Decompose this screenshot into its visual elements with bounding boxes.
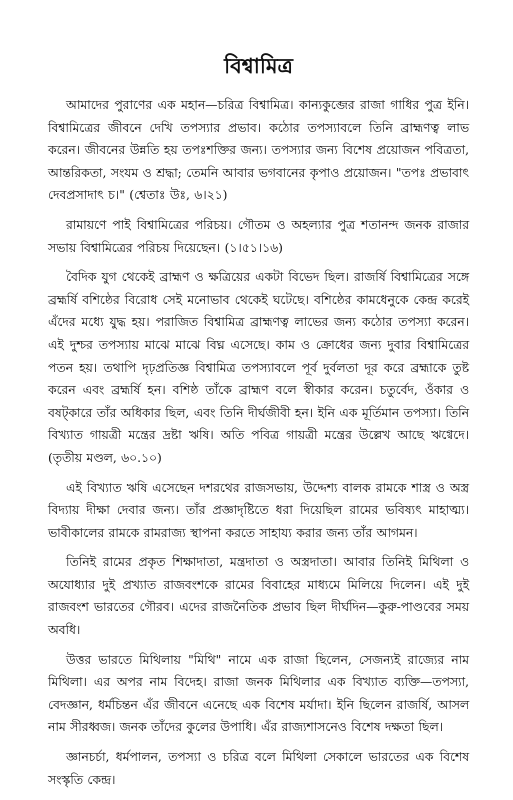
paragraph-5: তিনিই রামের প্রকৃত শিক্ষাদাতা, মন্ত্রদাতা ও অস্ত্রদাতা। আবার তিনিই মিথিলা ও অযোধ্যার দুই প্রখ্যাত রাজবংশকে রামের বিবাহের মাধ্যমে মিলিয়ে দিলেন। এই দুই রাজবংশ ভারতের গৌরব। এদের রাজনৈতিক প্রভাব ছিল দীর্ঘদিন—কুরু-পাণ্ডবের সময় অবধি। <box>48 555 469 638</box>
paragraph-3: বৈদিক যুগ থেকেই ব্রাহ্মণ ও ক্ষত্রিয়ের একটা বিভেদ ছিল। রাজর্ষি বিশ্বামিত্রের সঙ্গে ব্রহ্মর্ষি বশিষ্ঠের বিরোধ সেই মনোভাব থেকেই ঘটেছে। বশিষ্ঠের কামধেনুকে কেন্দ্র করেই এঁদের মধ্যে যুদ্ধ হয়। পরাজিত বিশ্বামিত্র ব্রাহ্মণত্ব লাভের জন্য কঠোর তপস্যা করেন। এই দুশ্চর তপস্যায় মাঝে মাঝে বিঘ্ন এসেছে। কাম ও ক্রোধের জন্য দুবার বিশ্বামিত্রের পতন হয়। তথাপি দৃঢ়প্রতিজ্ঞ বিশ্বামিত্র তপস্যাবলে পূর্ব দুর্বলতা দূর করে ব্রহ্মাকে তুষ্ট করেন এবং ব্রহ্মর্ষি হন। বশিষ্ঠ তাঁকে ব্রাহ্মণ বলে স্বীকার করেন। চতুর্বেদ, ওঁকার ও বষট্কারে তাঁর অধিকার ছিল, এবং তিনি দীর্ঘজীবী হন। ইনি এক মূর্তিমান তপস্যা। তিনি বিখ্যাত গায়ত্রী মন্ত্রের দ্রষ্টা ঋষি। অতি পবিত্র গায়ত্রী মন্ত্রের উল্লেখ আছে ঋগ্বেদে। (তৃতীয় মণ্ডল, ৬০.১০) <box>48 270 469 465</box>
paragraph-4: এই বিখ্যাত ঋষি এসেছেন দশরথের রাজসভায়, উদ্দেশ্য বালক রামকে শাস্ত্র ও অস্ত্র বিদ্যায় দীক্ষা দেবার জন্য। তাঁর প্রজ্ঞাদৃষ্টিতে ধরা দিয়েছিল রামের ভবিষ্যৎ মাহাত্ম্য। ভাবীকালের রামকে রামরাজ্য স্থাপনা করতে সাহায্য করার জন্য তাঁর আগমন। <box>48 480 469 540</box>
paragraph-7: জ্ঞানচর্চা, ধর্মপালন, তপস্যা ও চরিত্র বলে মিথিলা সেকালে ভারতের এক বিশেষ সংস্কৃতি কেন্দ্র। <box>48 750 469 787</box>
paragraph-2: রামায়ণে পাই বিশ্বামিত্রের পরিচয়। গৌতম ও অহল্যার পুত্র শতানন্দ জনক রাজার সভায় বিশ্বামিত্রের পরিচয় দিয়েছেন। (১।৫১।১৬) <box>48 217 469 255</box>
paragraph-6: উত্তর ভারতে মিথিলায় "মিথি" নামে এক রাজা ছিলেন, সেজন্যই রাজ্যের নাম মিথিলা। এর অপর নাম বিদেহ। রাজা জনক মিথিলার এক বিখ্যাত ব্যক্তি—তপস্যা, বেদজ্ঞান, ধর্মচিন্তন এঁর জীবনে এনেছে এক বিশেষ মর্যাদা। ইনি ছিলেন রাজর্ষি, আসল নাম সীরধ্বজ। জনক তাঁদের কুলের উপাধি। এঁর রাজ্যশাসনেও বিশেষ দক্ষতা ছিল। <box>48 652 469 735</box>
page-title: বিশ্বামিত্র <box>224 53 293 78</box>
paragraph-1: আমাদের পুরাণের এক মহান—চরিত্র বিশ্বামিত্র। কান্যকুব্জের রাজা গাধির পুত্র ইনি। বিশ্বামিত্রের জীবনে দেখি তপস্যার প্রভাব। কঠোর তপস্যাবলে তিনি ব্রাহ্মণত্ব লাভ করেন। জীবনের উন্নতি হয় তপঃশক্তির জন্য। তপস্যার জন্য বিশেষ প্রয়োজন পবিত্রতা, আন্তরিকতা, সংযম ও শ্রদ্ধা; তেমনি আবার ভগবানের কৃপাও প্রয়োজন। "তপঃ প্রভাবাৎ দেবপ্রসাদাৎ চ।" (শ্বেতাঃ উঃ, ৬।২১) <box>48 98 469 203</box>
